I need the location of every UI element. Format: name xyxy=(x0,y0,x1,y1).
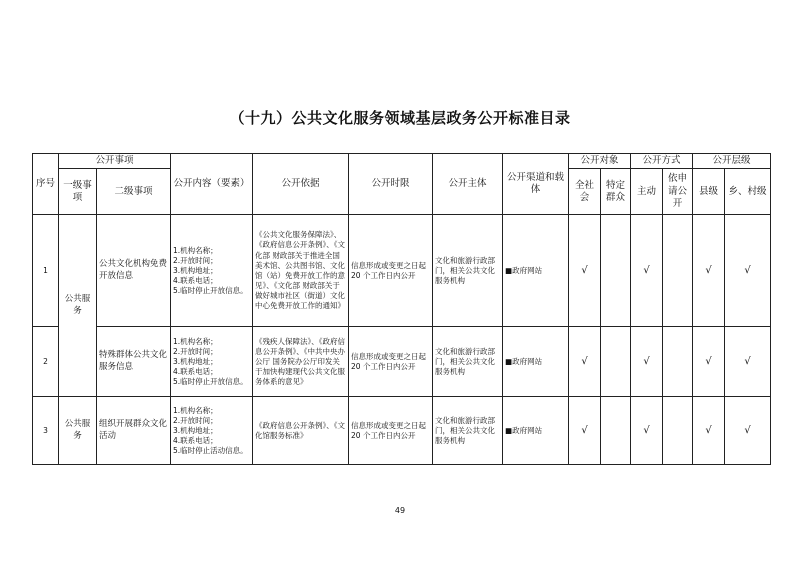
row-county-check: √ xyxy=(693,327,725,397)
header-basis: 公开依据 xyxy=(253,154,349,215)
row-subject: 文化和旅游行政部门，相关公共文化服务机构 xyxy=(433,327,503,397)
row-active-check: √ xyxy=(631,397,663,465)
table-row xyxy=(33,327,771,397)
table-row xyxy=(33,215,771,327)
row-level1: 公共服务 xyxy=(59,397,97,465)
row-basis: 《公共文化服务保障法》、《政府信息公开条例》、《文化部 财政部关于推进全国美术馆、公共图书馆、文化馆（站）免费开放工作的意见》、《文化部 财政部关于做好城市社区（街道）文化中心免费开放工作的通知》 xyxy=(253,215,349,327)
row-content: 1.机构名称； 2.开放时间； 3.机构地址； 4.联系电话； 5.临时停止开放信息。 xyxy=(171,327,253,397)
table-row xyxy=(33,397,771,465)
row-seq: 1 xyxy=(33,215,59,327)
row-request-check xyxy=(663,397,693,465)
row-subject: 文化和旅游行政部门，相关公共文化服务机构 xyxy=(433,215,503,327)
row-time: 信息形成或变更之日起 20 个工作日内公开 xyxy=(349,327,433,397)
row-town-check: √ xyxy=(725,215,771,327)
row-all-check: √ xyxy=(569,327,601,397)
row-all-check: √ xyxy=(569,215,601,327)
row-all-check: √ xyxy=(569,397,601,465)
row-county-check: √ xyxy=(693,397,725,465)
row-specific-check xyxy=(601,327,631,397)
row-town-check: √ xyxy=(725,327,771,397)
row-request-check xyxy=(663,327,693,397)
row-content: 1.机构名称； 2.开放时间； 3.机构地址； 4.联系电话； 5.临时停止活动信息。 xyxy=(171,397,253,465)
page-number: 49 xyxy=(394,506,406,515)
row-specific-check xyxy=(601,397,631,465)
header-county: 县级 xyxy=(693,169,725,215)
header-row-1 xyxy=(33,154,771,169)
row-request-check xyxy=(663,215,693,327)
header-level1: 一级事项 xyxy=(59,169,97,215)
row-town-check: √ xyxy=(725,397,771,465)
header-level2: 二级事项 xyxy=(97,169,171,215)
row-channel: ■政府网站 xyxy=(503,215,569,327)
header-channel: 公开渠道和载体 xyxy=(503,154,569,215)
header-request: 依申请公开 xyxy=(663,169,693,215)
row-content: 1.机构名称； 2.开放时间； 3.机构地址； 4.联系电话； 5.临时停止开放信息。 xyxy=(171,215,253,327)
row-level2: 公共文化机构免费开放信息 xyxy=(97,215,171,327)
row-time: 信息形成或变更之日起 20 个工作日内公开 xyxy=(349,215,433,327)
row-channel: ■政府网站 xyxy=(503,397,569,465)
row-time: 信息形成或变更之日起 20 个工作日内公开 xyxy=(349,397,433,465)
row-seq: 2 xyxy=(33,327,59,397)
header-time: 公开时限 xyxy=(349,154,433,215)
header-all: 全社会 xyxy=(569,169,601,215)
row-basis: 《残疾人保障法》、《政府信息公开条例》、《中共中央办公厅 国务院办公厅印发关于加快构建现代公共文化服务体系的意见》 xyxy=(253,327,349,397)
header-content: 公开内容（要素） xyxy=(171,154,253,215)
row-channel: ■政府网站 xyxy=(503,327,569,397)
row-basis: 《政府信息公开条例》、《文化馆服务标准》 xyxy=(253,397,349,465)
row-level2: 特殊群体公共文化服务信息 xyxy=(97,327,171,397)
header-active: 主动 xyxy=(631,169,663,215)
row-specific-check xyxy=(601,215,631,327)
header-level: 公开层级 xyxy=(693,154,771,169)
header-subject: 公开主体 xyxy=(433,154,503,215)
row-active-check: √ xyxy=(631,327,663,397)
catalog-table xyxy=(32,153,771,465)
header-target: 公开对象 xyxy=(569,154,631,169)
row-level2: 组织开展群众文化活动 xyxy=(97,397,171,465)
row-subject: 文化和旅游行政部门，相关公共文化服务机构 xyxy=(433,397,503,465)
header-specific: 特定群众 xyxy=(601,169,631,215)
header-items: 公开事项 xyxy=(59,154,171,169)
header-town: 乡、村级 xyxy=(725,169,771,215)
page-title: （十九）公共文化服务领域基层政务公开标准目录 xyxy=(229,109,571,127)
row-active-check: √ xyxy=(631,215,663,327)
row-county-check: √ xyxy=(693,215,725,327)
row-level1: 公共服务 xyxy=(59,215,97,397)
header-seq: 序号 xyxy=(33,154,59,215)
header-method: 公开方式 xyxy=(631,154,693,169)
row-seq: 3 xyxy=(33,397,59,465)
